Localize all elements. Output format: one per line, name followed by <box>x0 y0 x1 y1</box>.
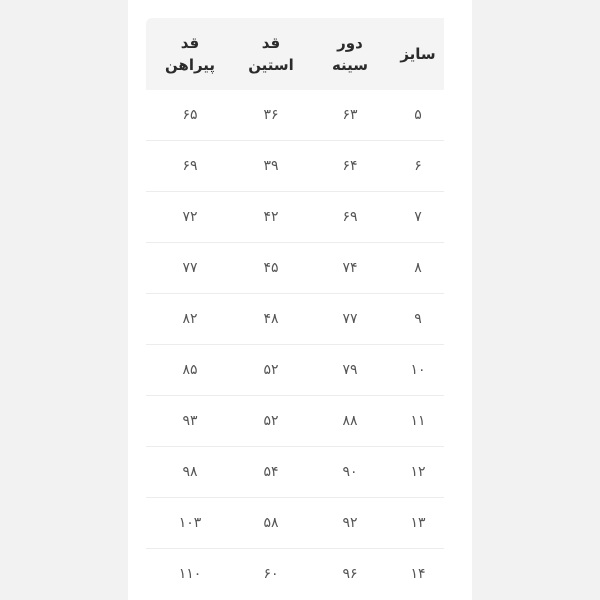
cell-size: ۷ <box>414 209 422 225</box>
cell-shirt-length: ۶۵ <box>182 107 198 123</box>
table-row <box>146 243 444 294</box>
cell-sleeve: ۶۰ <box>263 566 279 582</box>
cell-size: ۱۳ <box>410 515 426 531</box>
cell-shirt-length: ۷۲ <box>182 209 198 225</box>
cell-sleeve: ۴۲ <box>263 209 279 225</box>
cell-size: ۱۱ <box>410 413 426 429</box>
table-row <box>146 549 444 600</box>
cell-sleeve: ۵۴ <box>263 464 279 480</box>
cell-chest: ۶۳ <box>342 107 358 123</box>
cell-shirt-length: ۱۱۰ <box>178 566 202 582</box>
size-table-panel <box>128 0 472 600</box>
cell-chest: ۶۴ <box>342 158 358 174</box>
cell-shirt-length: ۹۸ <box>182 464 198 480</box>
cell-chest: ۶۹ <box>342 209 358 225</box>
header-chest <box>308 18 392 90</box>
cell-chest: ۸۸ <box>342 413 358 429</box>
left-margin <box>0 0 128 600</box>
header-sleeve <box>234 18 308 90</box>
table-row <box>146 345 444 396</box>
cell-chest: ۹۶ <box>342 566 358 582</box>
table-row <box>146 141 444 192</box>
table-row <box>146 498 444 549</box>
cell-size: ۱۴ <box>410 566 426 582</box>
cell-size: ۸ <box>414 260 422 276</box>
cell-size: ۱۲ <box>410 464 426 480</box>
cell-size: ۹ <box>414 311 422 327</box>
table-row <box>146 90 444 141</box>
cell-sleeve: ۳۹ <box>263 158 279 174</box>
cell-size: ۱۰ <box>410 362 426 378</box>
cell-sleeve: ۳۶ <box>263 107 279 123</box>
table-row <box>146 447 444 498</box>
right-margin <box>472 0 600 600</box>
cell-sleeve: ۴۵ <box>263 260 279 276</box>
header-size: سایز <box>400 45 436 63</box>
cell-size: ۶ <box>414 158 422 174</box>
cell-shirt-length: ۸۲ <box>182 311 198 327</box>
table-header <box>146 18 444 90</box>
cell-sleeve: ۵۲ <box>263 362 279 378</box>
table-row <box>146 396 444 447</box>
table-row <box>146 192 444 243</box>
cell-shirt-length: ۶۹ <box>182 158 198 174</box>
cell-sleeve: ۵۲ <box>263 413 279 429</box>
header-chest-label: دور سینه <box>331 34 369 74</box>
cell-shirt-length: ۹۳ <box>182 413 198 429</box>
table-row <box>146 294 444 345</box>
cell-chest: ۷۹ <box>342 362 358 378</box>
cell-chest: ۹۲ <box>342 515 358 531</box>
cell-shirt-length: ۸۵ <box>182 362 198 378</box>
cell-chest: ۹۰ <box>342 464 358 480</box>
cell-shirt-length: ۱۰۳ <box>178 515 202 531</box>
cell-sleeve: ۵۸ <box>263 515 279 531</box>
header-shirt-length <box>146 18 234 90</box>
cell-sleeve: ۴۸ <box>263 311 279 327</box>
cell-chest: ۷۷ <box>342 311 358 327</box>
cell-shirt-length: ۷۷ <box>182 260 198 276</box>
header-sleeve-label: قد استین <box>248 34 294 74</box>
cell-chest: ۷۴ <box>342 260 358 276</box>
cell-size: ۵ <box>414 107 422 123</box>
header-shirt-label: قد پیراهن <box>164 34 216 74</box>
